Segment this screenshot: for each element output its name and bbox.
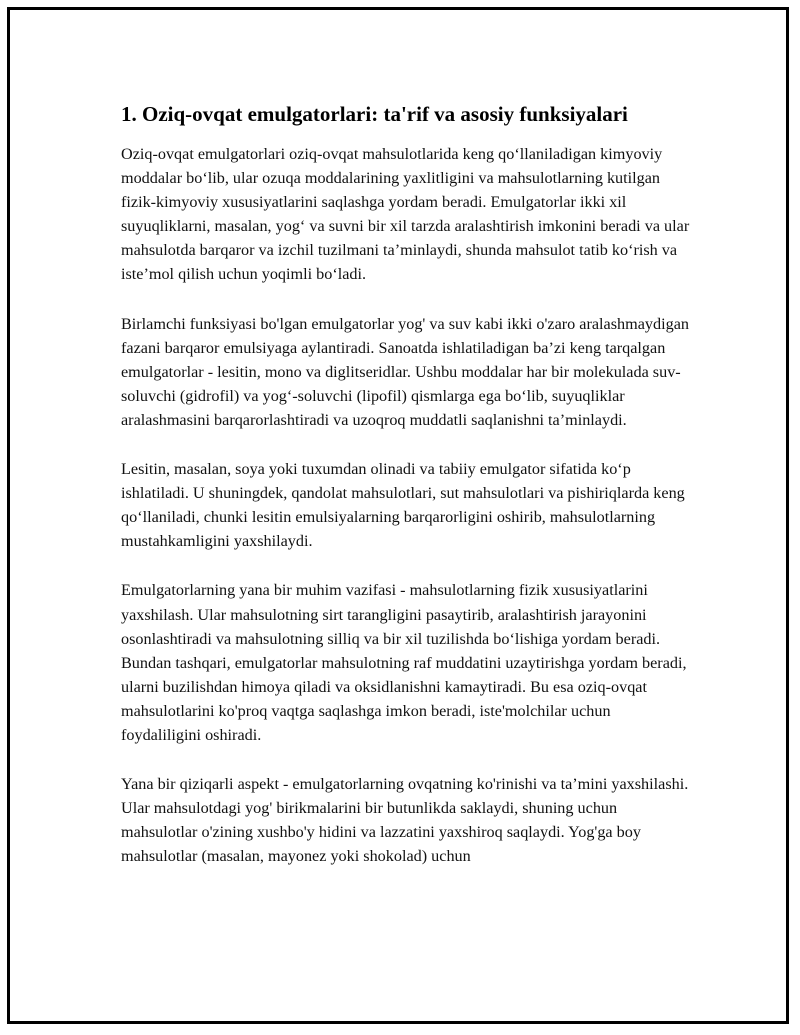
paragraph-1: Oziq-ovqat emulgatorlari oziq-ovqat mahsulotlarida keng qo‘llaniladigan kimyoviy moddalar bo‘lib, ular ozuqa moddalarining yaxlitligini va mahsulotlarning kutilgan fizik-kimyoviy xususiyatlarini saqlashga yordam beradi. Emulgatorlar ikki xil suyuqliklarni, masalan, yog‘ va suvni bir xil tarzda aralashtirish imkonini beradi va ular mahsulotda barqaror va izchil tuzilmani ta’minlaydi, shunda mahsulot tatib ko‘rish va iste’mol qilish uchun yoqimli bo‘ladi. (121, 145, 690, 284)
paragraph-5: Yana bir qiziqarli aspekt - emulgatorlarning ovqatning ko'rinishi va ta’mini yaxshilashi. Ular mahsulotdagi yog' birikmalarini bir butunlikda saklaydi, shuning uchun mahsulotlar o'zining xushbo'y hidini va lazzatini yaxshiroq saqlaydi. Yog'ga boy mahsulotlar (masalan, mayonez yoki shokolad) uchun (121, 775, 689, 866)
document-body (121, 100, 691, 893)
page-frame (7, 7, 789, 1024)
paragraph-2: Birlamchi funksiyasi bo'lgan emulgatorlar yog' va suv kabi ikki o'zaro aralashmaydigan fazani barqaror emulsiyaga aylantiradi. Sanoatda ishlatiladigan ba’zi keng tarqalgan emulgatorlar - lesitin, mono va diglitseridlar. Ushbu moddalar har bir molekulada suv-soluvchi (gidrofil) va yog‘-soluvchi (lipofil) qismlarga ega bo‘lib, suyuqliklar aralashmasini barqarorlashtiradi va uzoqroq muddatli saqlanishni ta’minlaydi. (121, 314, 689, 429)
paragraph-3: Lesitin, masalan, soya yoki tuxumdan olinadi va tabiiy emulgator sifatida ko‘p ishlatiladi. U shuningdek, qandolat mahsulotlari, sut mahsulotlari va pishiriqlarda keng qo‘llaniladi, chunki lesitin emulsiyalarning barqarorligini oshirib, mahsulotlarning mustahkamligini yaxshilaydi. (121, 460, 685, 551)
paragraph-4: Emulgatorlarning yana bir muhim vazifasi - mahsulotlarning fizik xususiyatlarini yaxshilash. Ular mahsulotning sirt tarangligini pasaytirib, aralashtirish jarayonini osonlashtiradi va mahsulotning silliq va bir xil tuzilishda bo‘lishiga yordam beradi. Bundan tashqari, emulgatorlar mahsulotning raf muddatini uzaytirishga yordam beradi, ularni buzilishdan himoya qiladi va oksidlanishni kamaytiradi. Bu esa oziq-ovqat mahsulotlarini ko'proq vaqtga saqlashga imkon beradi, iste'molchilar uchun foydaliligini oshiradi. (121, 581, 687, 744)
section-heading: 1. Oziq-ovqat emulgatorlari: ta'rif va asosiy funksiyalari (121, 102, 628, 126)
